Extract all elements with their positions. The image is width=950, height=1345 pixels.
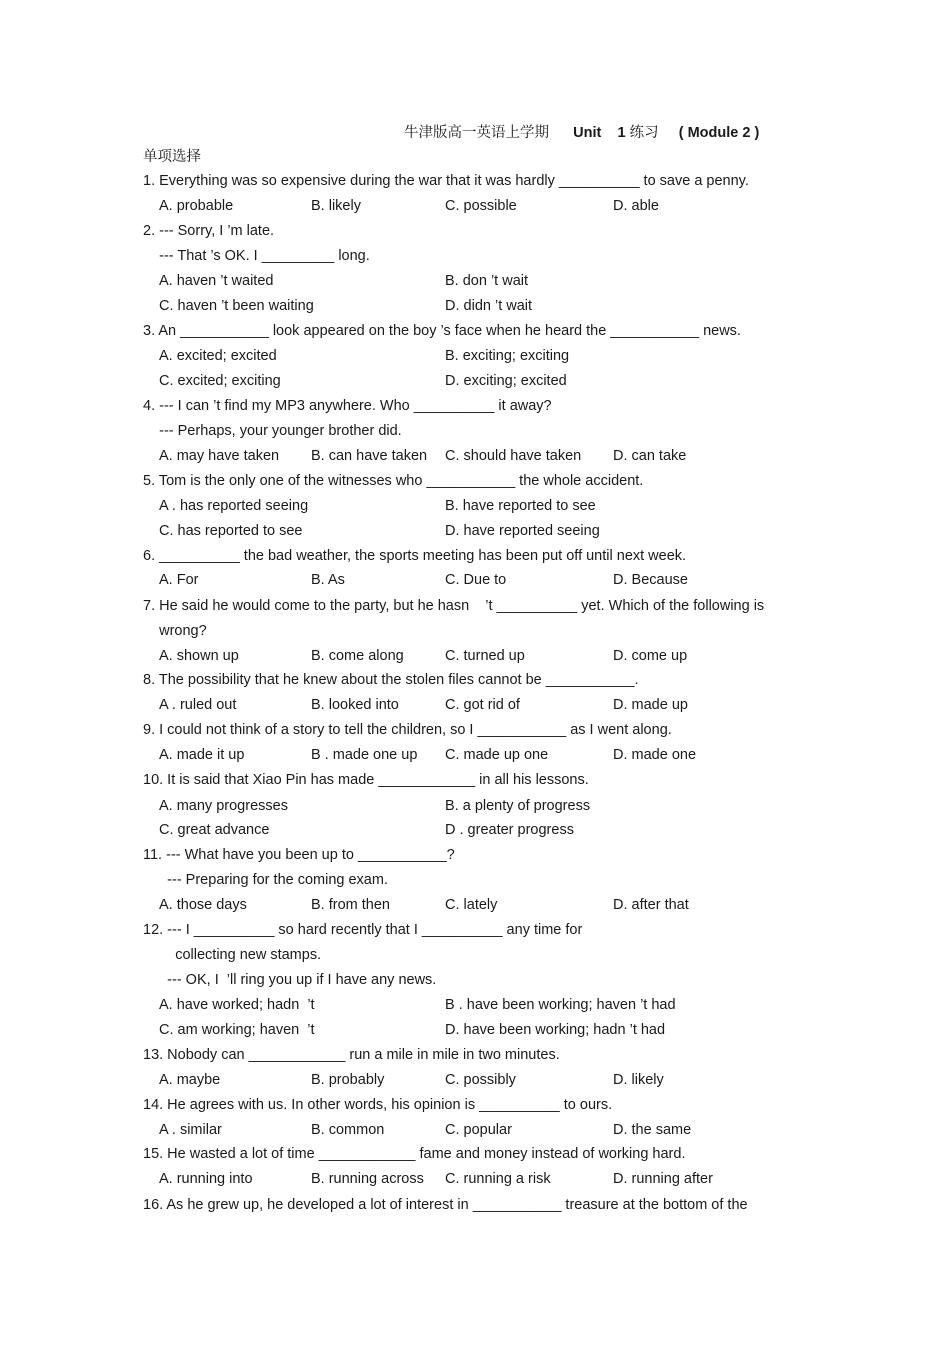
title-practice: 练习 (629, 125, 659, 141)
answer-option: D. made up (613, 697, 688, 713)
answer-option: B. looked into (311, 697, 399, 713)
page-title (404, 121, 759, 142)
answer-option: D. after that (613, 897, 689, 913)
question-stem: 8. The possibility that he knew about the stolen files cannot be ___________. (143, 672, 639, 688)
answer-option: D. come up (613, 648, 688, 664)
question-stem: 2. --- Sorry, I ’m late. (143, 223, 275, 239)
answer-option: B. don ’t wait (445, 273, 529, 289)
answer-option: D. likely (613, 1072, 664, 1088)
answer-option: B. likely (311, 198, 361, 214)
question-line: collecting new stamps. (143, 947, 322, 963)
answer-option: A . similar (159, 1122, 222, 1138)
answer-option: B . made one up (311, 747, 418, 763)
answer-option: A. shown up (159, 648, 239, 664)
question-stem: 14. He agrees with us. In other words, his opinion is __________ to ours. (143, 1097, 613, 1113)
answer-option: C. Due to (445, 572, 507, 588)
answer-option: A. haven ’t waited (159, 273, 274, 289)
answer-option: B. come along (311, 648, 404, 664)
answer-option: C. got rid of (445, 697, 520, 713)
answer-option: C. lately (445, 897, 498, 913)
answer-option: D. didn ’t wait (445, 298, 533, 314)
question-stem: 6. __________ the bad weather, the sports meeting has been put off until next week. (143, 548, 687, 564)
question-stem: 9. I could not think of a story to tell the children, so I ___________ as I went along. (143, 722, 672, 738)
answer-option: C. running a risk (445, 1171, 551, 1187)
answer-option: B. from then (311, 897, 390, 913)
question-stem: 15. He wasted a lot of time ____________ fame and money instead of working hard. (143, 1146, 686, 1162)
answer-option: D. can take (613, 448, 687, 464)
answer-option: D. running after (613, 1171, 713, 1187)
answer-option: D. have reported seeing (445, 523, 600, 539)
answer-option: C. has reported to see (159, 523, 303, 539)
answer-option: C. possible (445, 198, 517, 214)
answer-option: B. probably (311, 1072, 385, 1088)
question-stem: 13. Nobody can ____________ run a mile in mile in two minutes. (143, 1047, 560, 1063)
question-stem: 16. As he grew up, he developed a lot of interest in ___________ treasure at the bottom of the (143, 1197, 748, 1213)
answer-option: A. probable (159, 198, 234, 214)
answer-option: C. excited; exciting (159, 373, 281, 389)
answer-option: B. As (311, 572, 345, 588)
answer-option: C. am working; haven ’t (159, 1022, 315, 1038)
answer-option: C. haven ’t been waiting (159, 298, 314, 314)
question-stem: 12. --- I __________ so hard recently that I __________ any time for (143, 922, 583, 938)
question-line: --- OK, I ’ll ring you up if I have any news. (143, 972, 437, 988)
answer-option: D. able (613, 198, 659, 214)
question-stem: 1. Everything was so expensive during the war that it was hardly __________ to save a penny. (143, 173, 749, 189)
answer-option: B. a plenty of progress (445, 798, 591, 814)
question-stem: 7. He said he would come to the party, but he hasn ’t __________ yet. Which of the following is (143, 598, 765, 614)
answer-option: C. great advance (159, 822, 270, 838)
answer-option: D. have been working; hadn ’t had (445, 1022, 666, 1038)
answer-option: A. have worked; hadn ’t (159, 997, 315, 1013)
title-module: ( Module 2 ) (678, 125, 760, 141)
question-stem: 5. Tom is the only one of the witnesses who ___________ the whole accident. (143, 473, 644, 489)
answer-option: D . greater progress (445, 822, 574, 838)
title-unit-num: 1 (617, 125, 626, 141)
answer-option: B. common (311, 1122, 385, 1138)
title-cn: 牛津版高一英语上学期 (404, 125, 549, 141)
answer-option: A. made it up (159, 747, 245, 763)
question-line: --- Preparing for the coming exam. (143, 872, 388, 888)
question-line: --- Perhaps, your younger brother did. (143, 423, 402, 439)
title-unit: Unit (573, 125, 602, 141)
answer-option: A. For (159, 572, 199, 588)
answer-option: A . has reported seeing (159, 498, 309, 514)
answer-option: A. excited; excited (159, 348, 277, 364)
question-line: wrong? (143, 623, 207, 639)
answer-option: A. many progresses (159, 798, 288, 814)
answer-option: B . have been working; haven ’t had (445, 997, 676, 1013)
answer-option: B. exciting; exciting (445, 348, 570, 364)
question-stem: 10. It is said that Xiao Pin has made ____________ in all his lessons. (143, 772, 589, 788)
answer-option: D. exciting; excited (445, 373, 567, 389)
question-stem: 11. --- What have you been up to ___________? (143, 847, 455, 863)
section-title: 单项选择 (143, 149, 201, 165)
answer-option: A. running into (159, 1171, 253, 1187)
question-line: --- That ’s OK. I _________ long. (143, 248, 370, 264)
answer-option: C. should have taken (445, 448, 582, 464)
answer-option: C. turned up (445, 648, 525, 664)
answer-option: C. possibly (445, 1072, 516, 1088)
answer-option: A. may have taken (159, 448, 280, 464)
answer-option: D. the same (613, 1122, 692, 1138)
answer-option: D. Because (613, 572, 688, 588)
answer-option: B. can have taken (311, 448, 428, 464)
answer-option: B. running across (311, 1171, 424, 1187)
answer-option: A . ruled out (159, 697, 237, 713)
answer-option: A. those days (159, 897, 247, 913)
answer-option: B. have reported to see (445, 498, 596, 514)
question-stem: 4. --- I can ’t find my MP3 anywhere. Who __________ it away? (143, 398, 552, 414)
answer-option: C. popular (445, 1122, 512, 1138)
answer-option: C. made up one (445, 747, 549, 763)
question-stem: 3. An ___________ look appeared on the boy ’s face when he heard the ___________ news. (143, 323, 741, 339)
answer-option: A. maybe (159, 1072, 221, 1088)
answer-option: D. made one (613, 747, 697, 763)
